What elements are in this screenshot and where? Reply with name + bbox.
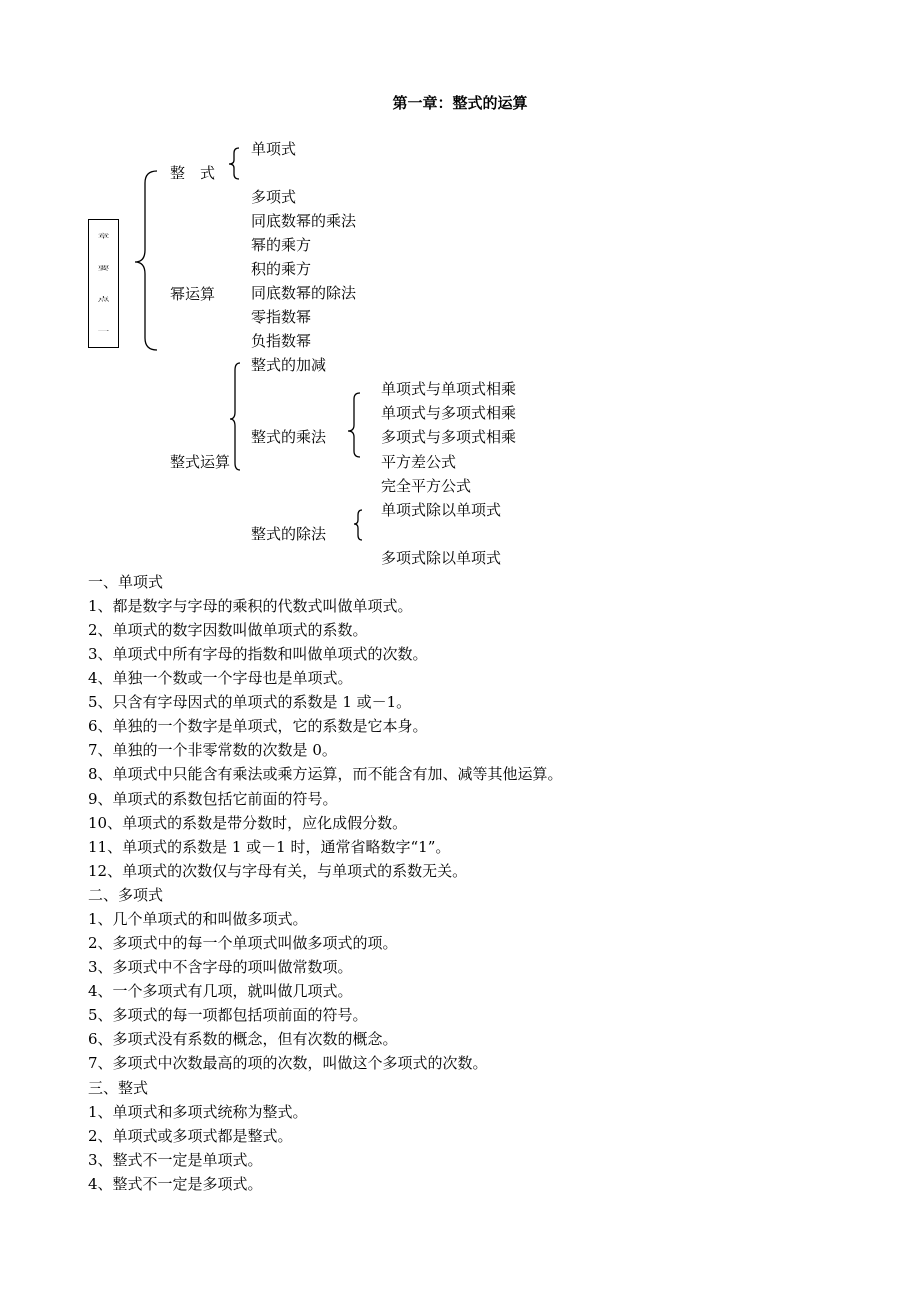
- note-line: 1、单项式和多项式统称为整式。: [88, 1103, 308, 1121]
- outline-item: 整式的加减: [251, 356, 327, 374]
- note-line: 8、单项式中只能含有乘法或乘方运算，而不能含有加、减等其他运算。: [88, 765, 563, 783]
- box-char: 点: [97, 296, 110, 303]
- mi-yunsuan-label: 幂运算: [170, 285, 216, 303]
- zhengshi-brace: [229, 148, 239, 179]
- note-line: 4、单独一个数或一个字母也是单项式。: [88, 669, 353, 687]
- outline-item: 单项式与多项式相乘: [381, 404, 517, 422]
- outline-item: 同底数幂的乘法: [251, 212, 357, 230]
- outline-item: 幂的乘方: [251, 236, 312, 254]
- note-line: 5、多项式的每一项都包括项前面的符号。: [88, 1006, 368, 1024]
- page-title: 第一章：整式的运算: [392, 94, 528, 112]
- note-line: 2、单项式或多项式都是整式。: [88, 1127, 293, 1145]
- note-line: 2、多项式中的每一个单项式叫做多项式的项。: [88, 934, 398, 952]
- note-line: 9、单项式的系数包括它前面的符号。: [88, 790, 338, 808]
- outline-item: 单项式与单项式相乘: [381, 380, 517, 398]
- box-char: 章: [97, 232, 110, 240]
- outline-item: 同底数幂的除法: [251, 284, 357, 302]
- outline-item: 多项式除以单项式: [381, 549, 502, 567]
- section-heading: 一、单项式: [88, 573, 164, 591]
- note-line: 3、多项式中不含字母的项叫做常数项。: [88, 958, 353, 976]
- note-line: 5、只含有字母因式的单项式的系数是 1 或－1。: [88, 693, 412, 711]
- note-line: 6、单独的一个数字是单项式，它的系数是它本身。: [88, 717, 428, 735]
- outline-item: 多项式与多项式相乘: [381, 428, 517, 446]
- main-brace: [135, 171, 157, 350]
- note-line: 10、单项式的系数是带分数时，应化成假分数。: [88, 814, 408, 832]
- mul-label: 整式的乘法: [251, 428, 327, 446]
- section-heading: 三、整式: [88, 1079, 149, 1097]
- note-line: 6、多项式没有系数的概念，但有次数的概念。: [88, 1030, 398, 1048]
- box-char: 一: [97, 327, 110, 335]
- note-line: 7、单独的一个非零常数的次数是 0。: [88, 741, 337, 759]
- outline-item: 积的乘方: [251, 260, 312, 278]
- box-char: 要: [97, 264, 110, 271]
- note-line: 7、多项式中次数最高的项的次数，叫做这个多项式的次数。: [88, 1054, 488, 1072]
- note-line: 1、几个单项式的和叫做多项式。: [88, 910, 308, 928]
- outline-item: 负指数幂: [251, 332, 312, 350]
- note-line: 1、都是数字与字母的乘积的代数式叫做单项式。: [88, 597, 413, 615]
- zhengshi-yunsuan-label: 整式运算: [170, 453, 231, 471]
- outline-item: 完全平方公式: [381, 477, 472, 495]
- outline-item: 平方差公式: [381, 453, 457, 471]
- outline-item: 零指数幂: [251, 308, 312, 326]
- note-line: 4、一个多项式有几项，就叫做几项式。: [88, 982, 353, 1000]
- note-line: 3、整式不一定是单项式。: [88, 1151, 263, 1169]
- note-line: 11、单项式的系数是 1 或－1 时，通常省略数字“1”。: [88, 838, 451, 856]
- section-heading: 二、多项式: [88, 886, 164, 904]
- div-label: 整式的除法: [251, 525, 327, 543]
- outline-item: 单项式: [251, 140, 297, 158]
- mul-brace: [348, 393, 360, 457]
- yunsuan-brace: [230, 363, 240, 470]
- note-line: 4、整式不一定是多项式。: [88, 1175, 263, 1193]
- note-line: 2、单项式的数字因数叫做单项式的系数。: [88, 621, 368, 639]
- zhengshi-label: 整 式: [170, 164, 216, 182]
- outline-item: 多项式: [251, 188, 297, 206]
- div-brace: [354, 510, 362, 540]
- note-line: 3、单项式中所有字母的指数和叫做单项式的次数。: [88, 645, 428, 663]
- note-line: 12、单项式的次数仅与字母有关，与单项式的系数无关。: [88, 862, 468, 880]
- outline-item: 单项式除以单项式: [381, 501, 502, 519]
